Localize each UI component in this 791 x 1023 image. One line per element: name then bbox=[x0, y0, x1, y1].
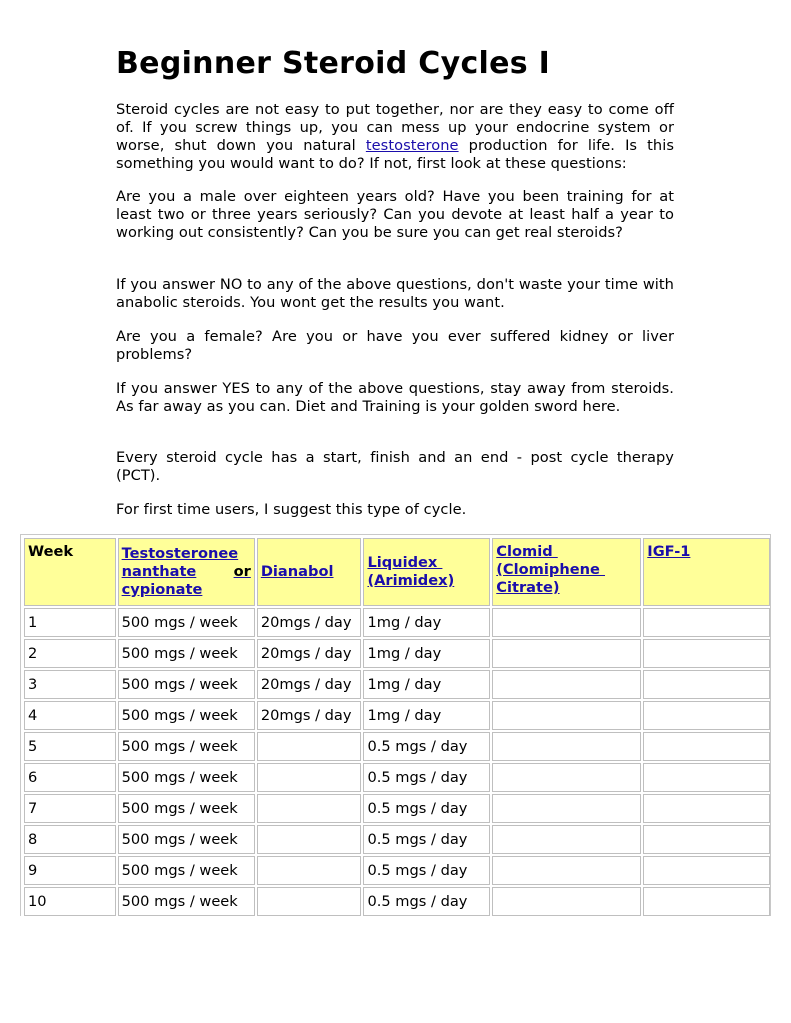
cell-clomid bbox=[492, 670, 641, 699]
cell-liquidex: 0.5 mgs / day bbox=[363, 763, 490, 792]
cycle-table bbox=[22, 536, 772, 918]
cell-week: 4 bbox=[24, 701, 116, 730]
table-row bbox=[24, 825, 770, 854]
cell-test: 500 mgs / week bbox=[118, 825, 255, 854]
cell-test: 500 mgs / week bbox=[118, 763, 255, 792]
cell-igf bbox=[643, 763, 770, 792]
table-row bbox=[24, 856, 770, 885]
intro-paragraph-1 bbox=[116, 101, 674, 173]
answer-yes-advice: If you answer YES to any of the above questions, stay away from steroids. As far away as you can. Diet and Training is your golden sword here. bbox=[116, 380, 674, 415]
intro-text: production for life. Is this something you would want to do? If not, first look at these questions: bbox=[116, 137, 674, 172]
cell-dianabol bbox=[257, 856, 362, 885]
cell-test: 500 mgs / week bbox=[118, 670, 255, 699]
intro-paragraph-3 bbox=[116, 276, 674, 312]
header-clomid bbox=[492, 538, 641, 606]
cell-dianabol: 20mgs / day bbox=[257, 670, 362, 699]
cell-week: 5 bbox=[24, 732, 116, 761]
cell-clomid bbox=[492, 701, 641, 730]
cell-liquidex: 0.5 mgs / day bbox=[363, 856, 490, 885]
cell-week: 9 bbox=[24, 856, 116, 885]
igf-header-link[interactable]: IGF-1 bbox=[647, 543, 691, 560]
cell-dianabol: 20mgs / day bbox=[257, 701, 362, 730]
table-row bbox=[24, 701, 770, 730]
cell-week: 10 bbox=[24, 887, 116, 916]
questions-male: Are you a male over eighteen years old? Have you been training for at least two or three years seriously? Can you devote at least half a year to working out consistently? Can you be sure you can get real steroids? bbox=[116, 188, 674, 241]
cell-clomid bbox=[492, 794, 641, 823]
cell-test: 500 mgs / week bbox=[118, 701, 255, 730]
cell-dianabol: 20mgs / day bbox=[257, 608, 362, 637]
header-clomid-line1: Clomid bbox=[496, 543, 558, 560]
questions-female: Are you a female? Are you or have you ever suffered kidney or liver problems? bbox=[116, 328, 674, 363]
cell-test: 500 mgs / week bbox=[118, 794, 255, 823]
header-test-line2a: nanthate bbox=[121, 563, 197, 580]
cell-igf bbox=[643, 794, 770, 823]
cell-liquidex: 0.5 mgs / day bbox=[363, 732, 490, 761]
intro-text: Steroid cycles are not easy to put together, nor are they easy to come off of. If you screw things up, you can mess up your endocrine system or worse, shut down you natural bbox=[116, 101, 674, 154]
table-row bbox=[24, 732, 770, 761]
intro-paragraph-6 bbox=[116, 449, 674, 485]
header-igf bbox=[643, 538, 770, 606]
cell-dianabol bbox=[257, 825, 362, 854]
cycle-phases-text: Every steroid cycle has a start, finish and an end - post cycle therapy (PCT). bbox=[116, 449, 674, 484]
cell-clomid bbox=[492, 887, 641, 916]
cell-dianabol bbox=[257, 887, 362, 916]
suggestion-text: For first time users, I suggest this type of cycle. bbox=[116, 501, 467, 518]
answer-no-advice: If you answer NO to any of the above questions, don't waste your time with anabolic steroids. You wont get the results you want. bbox=[116, 276, 674, 311]
cell-igf bbox=[643, 856, 770, 885]
header-test-line1: Testosteronee bbox=[121, 545, 239, 562]
cell-clomid bbox=[492, 608, 641, 637]
intro-paragraph-2 bbox=[116, 188, 674, 242]
header-testosterone bbox=[118, 538, 255, 606]
clomid-header-link[interactable] bbox=[496, 543, 637, 597]
cell-test: 500 mgs / week bbox=[118, 887, 255, 916]
cell-week: 6 bbox=[24, 763, 116, 792]
header-clomid-line3: Citrate) bbox=[496, 579, 560, 596]
table-row bbox=[24, 763, 770, 792]
intro-paragraph-4 bbox=[116, 328, 674, 364]
cell-test: 500 mgs / week bbox=[118, 856, 255, 885]
cell-igf bbox=[643, 732, 770, 761]
cell-dianabol bbox=[257, 794, 362, 823]
cell-liquidex: 0.5 mgs / day bbox=[363, 825, 490, 854]
page-title: Beginner Steroid Cycles I bbox=[116, 46, 551, 81]
cell-igf bbox=[643, 701, 770, 730]
cell-week: 8 bbox=[24, 825, 116, 854]
intro-paragraph-7 bbox=[116, 501, 674, 519]
cell-clomid bbox=[492, 732, 641, 761]
cell-igf bbox=[643, 825, 770, 854]
testosterone-link[interactable]: testosterone bbox=[365, 137, 459, 154]
cell-test: 500 mgs / week bbox=[118, 608, 255, 637]
cell-igf bbox=[643, 887, 770, 916]
cell-test: 500 mgs / week bbox=[118, 732, 255, 761]
cell-igf bbox=[643, 608, 770, 637]
table-header-row bbox=[24, 538, 770, 606]
header-liquidex bbox=[363, 538, 490, 606]
table-row bbox=[24, 794, 770, 823]
cell-week: 1 bbox=[24, 608, 116, 637]
cell-liquidex: 1mg / day bbox=[363, 608, 490, 637]
cell-igf bbox=[643, 639, 770, 668]
cell-clomid bbox=[492, 825, 641, 854]
header-test-line3: cypionate bbox=[121, 581, 203, 598]
header-week: Week bbox=[24, 538, 116, 606]
cell-liquidex: 0.5 mgs / day bbox=[363, 887, 490, 916]
cell-dianabol bbox=[257, 732, 362, 761]
cycle-table-frame bbox=[20, 534, 771, 916]
cell-igf bbox=[643, 670, 770, 699]
cell-week: 2 bbox=[24, 639, 116, 668]
cell-liquidex: 1mg / day bbox=[363, 639, 490, 668]
cell-test: 500 mgs / week bbox=[118, 639, 255, 668]
table-row bbox=[24, 608, 770, 637]
cell-liquidex: 1mg / day bbox=[363, 670, 490, 699]
header-liquidex-line2: (Arimidex) bbox=[367, 572, 455, 589]
liquidex-header-link[interactable] bbox=[367, 554, 486, 590]
cell-week: 7 bbox=[24, 794, 116, 823]
header-test-line2b: or bbox=[233, 563, 251, 580]
cell-clomid bbox=[492, 856, 641, 885]
cell-liquidex: 0.5 mgs / day bbox=[363, 794, 490, 823]
table-row bbox=[24, 639, 770, 668]
header-clomid-line2: (Clomiphene bbox=[496, 561, 605, 578]
cell-dianabol: 20mgs / day bbox=[257, 639, 362, 668]
cell-clomid bbox=[492, 763, 641, 792]
header-dianabol bbox=[257, 538, 362, 606]
cell-liquidex: 1mg / day bbox=[363, 701, 490, 730]
cell-clomid bbox=[492, 639, 641, 668]
cell-week: 3 bbox=[24, 670, 116, 699]
dianabol-header-link[interactable]: Dianabol bbox=[260, 563, 334, 580]
table-row bbox=[24, 887, 770, 916]
cell-dianabol bbox=[257, 763, 362, 792]
testosterone-header-link[interactable] bbox=[122, 545, 251, 599]
header-liquidex-line1: Liquidex bbox=[367, 554, 443, 571]
header-test-line2 bbox=[122, 563, 251, 581]
intro-paragraph-5 bbox=[116, 380, 674, 416]
table-row bbox=[24, 670, 770, 699]
